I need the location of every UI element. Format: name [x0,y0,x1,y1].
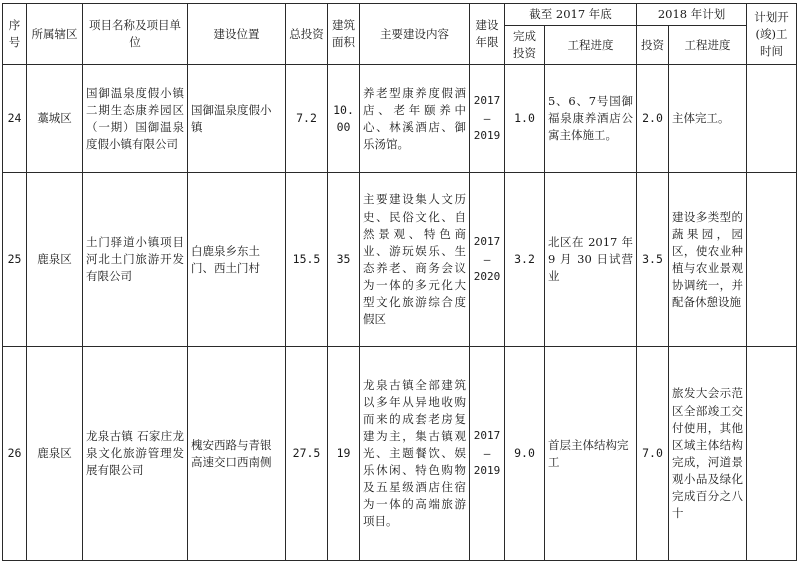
year-end: 2019 [473,129,501,143]
year-end: 2020 [473,270,501,284]
header-progress-2018: 工程进度 [669,26,747,65]
year-dash: — [483,446,491,460]
row-years [470,347,505,561]
year-start: 2017 [473,429,501,443]
row-total-investment: 7.2 [286,65,328,173]
row-done-investment: 9.0 [505,347,545,561]
row-start-time [747,347,797,561]
row-progress-2017: 首层主体结构完工 [545,347,637,561]
header-total-investment: 总投资 [286,4,328,65]
row-progress-2018: 旅发大会示范区全部竣工交付使用，其他区域主体结构完成，河道景观小品及绿化完成百分之八十 [669,347,747,561]
row-progress-2018: 主体完工。 [669,65,747,173]
row-investment-2018: 3.5 [637,173,669,347]
row-total-investment: 15.5 [286,173,328,347]
row-total-investment: 27.5 [286,347,328,561]
table-row [3,347,797,561]
header-project: 项目名称及项目单位 [83,4,188,65]
row-done-investment: 3.2 [505,173,545,347]
row-progress-2018: 建设多类型的蔬果园，园区，使农业种植与农业景观协调统一，并配备休憩设施 [669,173,747,347]
row-project: 土门驿道小镇项目 河北土门旅游开发有限公司 [83,173,188,347]
row-building-area: 10.00 [328,65,360,173]
row-main-content: 养老型康养度假酒店、老年颐养中心、林溪酒店、御乐汤馆。 [360,65,470,173]
row-seq: 25 [3,173,27,347]
row-done-investment: 1.0 [505,65,545,173]
row-start-time [747,65,797,173]
row-district: 鹿泉区 [27,347,83,561]
header-main-content: 主要建设内容 [360,4,470,65]
year-dash: — [483,252,491,266]
year-end: 2019 [473,464,501,478]
row-seq: 24 [3,65,27,173]
row-main-content: 龙泉古镇全部建筑以多年从异地收购而来的成套老房复建为主，集古镇观光、主题餐饮、娱乐休闲、特色购物及五星级酒店住宿为一体的高端旅游项目。 [360,347,470,561]
row-location: 槐安西路与青银高速交口西南侧 [188,347,286,561]
header-investment-2018: 投资 [637,26,669,65]
header-start-time: 计划开(竣)工时间 [747,4,797,65]
project-table [2,3,797,561]
year-start: 2017 [473,94,501,108]
header-years: 建设年限 [470,4,505,65]
row-start-time [747,173,797,347]
table-row [3,173,797,347]
header-location: 建设位置 [188,4,286,65]
row-project: 国御温泉度假小镇二期生态康养园区（一期）国御温泉度假小镇有限公司 [83,65,188,173]
row-building-area: 35 [328,173,360,347]
row-district: 鹿泉区 [27,173,83,347]
header-row-1 [3,4,797,26]
header-done-investment: 完成投资 [505,26,545,65]
table-row [3,65,797,173]
row-years [470,173,505,347]
header-building-area: 建筑面积 [328,4,360,65]
header-district: 所属辖区 [27,4,83,65]
row-progress-2017: 5、6、7号国御福泉康养酒店公寓主体施工。 [545,65,637,173]
row-location: 白鹿泉乡东土门、西土门村 [188,173,286,347]
header-progress-2017: 工程进度 [545,26,637,65]
row-main-content: 主要建设集人文历史、民俗文化、自然景观、特色商业、游玩娱乐、生态养老、商务会议为一体的多元化大型文化旅游综合度假区 [360,173,470,347]
year-start: 2017 [473,235,501,249]
row-location: 国御温泉度假小镇 [188,65,286,173]
row-progress-2017: 北区在 2017 年 9 月 30 日试营业 [545,173,637,347]
header-seq: 序号 [3,4,27,65]
row-project: 龙泉古镇 石家庄龙泉文化旅游管理发展有限公司 [83,347,188,561]
row-investment-2018: 2.0 [637,65,669,173]
row-district: 藁城区 [27,65,83,173]
header-group-2018: 2018 年计划 [637,4,747,26]
row-building-area: 19 [328,347,360,561]
row-years [470,65,505,173]
year-dash: — [483,111,491,125]
row-seq: 26 [3,347,27,561]
header-group-2017: 截至 2017 年底 [505,4,637,26]
row-investment-2018: 7.0 [637,347,669,561]
